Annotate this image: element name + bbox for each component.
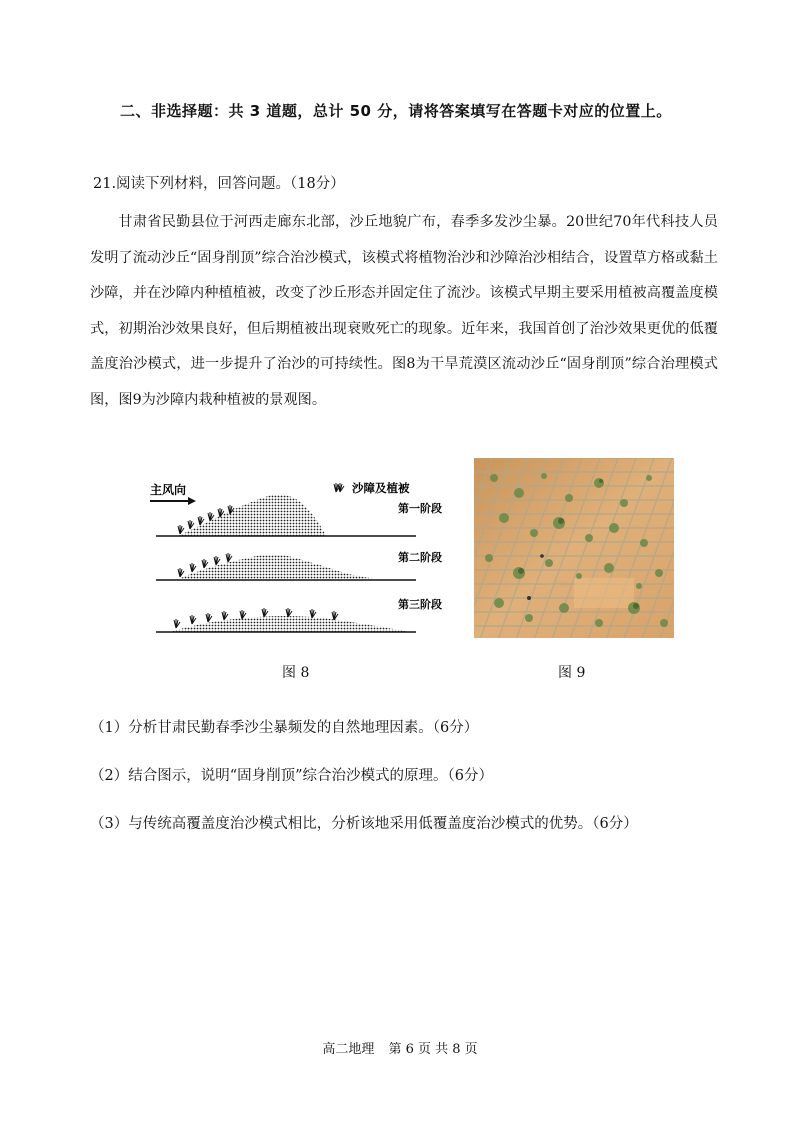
wind-arrow-icon bbox=[150, 497, 196, 505]
stage-1-label: 第一阶段 bbox=[398, 502, 442, 515]
figure-9-caption: 图 9 bbox=[558, 665, 586, 681]
page-footer bbox=[0, 1038, 800, 1057]
figure-8-diagram bbox=[148, 474, 448, 639]
question-header: 21.阅读下列材料，回答问题。（18分） bbox=[93, 176, 345, 192]
dune-stage-2 bbox=[176, 554, 383, 580]
wind-direction-label: 主风向 bbox=[150, 483, 187, 497]
stage-2-label: 第二阶段 bbox=[398, 551, 442, 564]
footer-subject: 高二地理 bbox=[322, 1042, 375, 1057]
passage-text: 甘肃省民勤县位于河西走廊东北部，沙丘地貌广布，春季多发沙尘暴。20世纪70年代科技人员发明了流动沙丘“固身削顶”综合治沙模式，该模式将植物治沙和沙障治沙相结合，设置草方格或黏土沙障，并在沙障内种植植被，改变了沙丘形态并固定住了流沙。该模式早期主要采用植被高覆盖度模式，初期治沙效果良好，但后期植被出现衰败死亡的现象。近年来，我国首创了治沙效果更优的低覆盖度治沙模式，进一步提升了治沙的可持续性。图8为干旱荒漠区流动沙丘“固身削顶”综合治理模式图，图9为沙障内栽种植被的景观图。 bbox=[90, 214, 718, 408]
sub-question-3: （3）与传统高覆盖度治沙模式相比，分析该地采用低覆盖度治沙模式的优势。（6分） bbox=[90, 816, 638, 832]
sub-question-1: （1）分析甘肃民勤春季沙尘暴频发的自然地理因素。（6分） bbox=[90, 720, 479, 736]
figure-9-photo bbox=[474, 458, 674, 638]
dune-stage-3 bbox=[170, 616, 410, 632]
stage-3-label: 第三阶段 bbox=[398, 598, 442, 611]
sub-question-2: （2）结合图示，说明“固身削顶”综合治沙模式的原理。（6分） bbox=[90, 768, 494, 784]
dune-stage-1 bbox=[178, 495, 326, 536]
figure-8-caption: 图 8 bbox=[282, 665, 310, 681]
section-title: 二、非选择题：共 3 道题，总计 50 分，请将答案填写在答题卡对应的位置上。 bbox=[120, 102, 672, 120]
material-passage bbox=[90, 205, 718, 418]
legend-label: 沙障及植被 bbox=[352, 481, 410, 495]
footer-page-number: 第 6 页 共 8 页 bbox=[388, 1042, 478, 1057]
vegetation-legend-icon bbox=[334, 483, 344, 492]
